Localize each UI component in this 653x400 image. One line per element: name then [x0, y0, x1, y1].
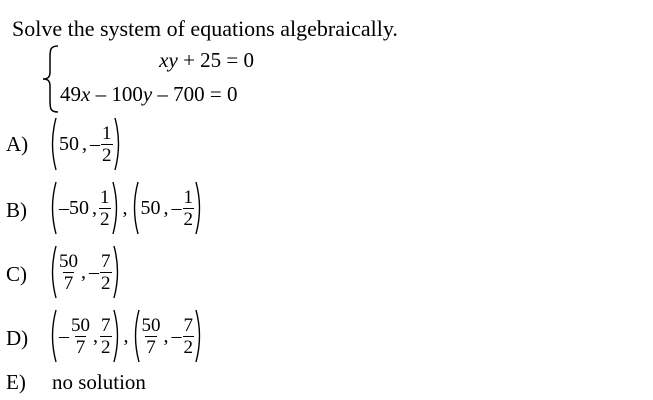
- denominator: 2: [100, 208, 110, 230]
- numerator: 7: [101, 314, 111, 336]
- comma: ,: [123, 324, 129, 347]
- choice-a-letter[interactable]: A): [6, 132, 29, 156]
- question-prompt: Solve the system of equations algebraically.: [12, 16, 398, 41]
- right-paren: [194, 180, 204, 236]
- left-paren: [131, 308, 141, 364]
- fraction-1-2: [183, 187, 195, 230]
- value-50: 50: [140, 196, 161, 219]
- eq1-rest: + 25 = 0: [177, 48, 254, 72]
- eq2-coef-y: – 100: [90, 82, 143, 106]
- numerator: 50: [71, 314, 90, 336]
- denominator: 2: [101, 272, 111, 294]
- numerator: 1: [183, 186, 193, 208]
- comma: ,: [92, 196, 97, 219]
- fraction-50-7: [58, 251, 79, 294]
- equation-system: [40, 44, 300, 114]
- minus-sign: –: [171, 324, 182, 347]
- left-paren: [48, 180, 58, 236]
- fraction-7-2: [100, 315, 112, 358]
- numerator: 7: [101, 250, 111, 272]
- numerator: 7: [183, 314, 193, 336]
- denominator: 7: [75, 336, 86, 358]
- denominator: 2: [183, 336, 193, 358]
- choice-e-text[interactable]: no solution: [52, 370, 146, 394]
- left-paren: [130, 180, 140, 236]
- right-paren: [113, 116, 123, 172]
- right-paren: [112, 244, 122, 300]
- choice-b-letter[interactable]: B): [6, 198, 27, 222]
- choice-d-letter[interactable]: D): [6, 326, 29, 350]
- equation-2: [60, 82, 238, 107]
- numerator: 50: [59, 250, 78, 272]
- eq2-var-x: x: [81, 82, 91, 106]
- minus-sign: –: [59, 324, 69, 347]
- numerator: 1: [100, 186, 110, 208]
- eq2-rest: – 700 = 0: [152, 82, 238, 106]
- eq2-var-y: y: [142, 82, 153, 106]
- fraction-7-2: [100, 251, 112, 294]
- denominator: 2: [101, 336, 111, 358]
- minus-sign: –: [89, 260, 99, 283]
- comma: ,: [82, 132, 87, 155]
- choice-b[interactable]: [48, 178, 204, 238]
- equation-1: [159, 48, 254, 73]
- choice-c-letter[interactable]: C): [6, 262, 27, 286]
- choice-e-letter[interactable]: E): [6, 370, 26, 394]
- eq2-coef-x: 49: [60, 82, 81, 106]
- denominator: 7: [63, 272, 74, 294]
- left-paren: [48, 308, 58, 364]
- right-paren: [111, 180, 121, 236]
- fraction-50-7: [70, 315, 91, 358]
- comma: ,: [93, 324, 98, 347]
- choice-d[interactable]: [48, 306, 204, 366]
- left-paren: [48, 116, 58, 172]
- value-50: 50: [59, 132, 79, 155]
- right-paren: [194, 308, 204, 364]
- comma: ,: [122, 196, 128, 219]
- minus-sign: –: [90, 132, 100, 155]
- right-paren: [112, 308, 122, 364]
- numerator: 50: [141, 314, 161, 336]
- comma: ,: [163, 324, 169, 347]
- eq1-variables: xy: [159, 48, 178, 72]
- left-paren: [48, 244, 58, 300]
- comma: ,: [81, 260, 86, 283]
- fraction-1-2: [101, 123, 113, 166]
- fraction-1-2: [99, 187, 111, 230]
- left-brace: [40, 44, 62, 114]
- denominator: 2: [102, 144, 112, 166]
- choice-c[interactable]: [48, 242, 122, 302]
- value-neg50: –50: [59, 196, 89, 219]
- fraction-50-7: [141, 315, 162, 358]
- comma: ,: [163, 196, 169, 219]
- minus-sign: –: [171, 196, 182, 219]
- fraction-7-2: [183, 315, 195, 358]
- denominator: 7: [146, 336, 156, 358]
- numerator: 1: [102, 122, 112, 144]
- denominator: 2: [183, 208, 193, 230]
- choice-a[interactable]: [48, 114, 123, 174]
